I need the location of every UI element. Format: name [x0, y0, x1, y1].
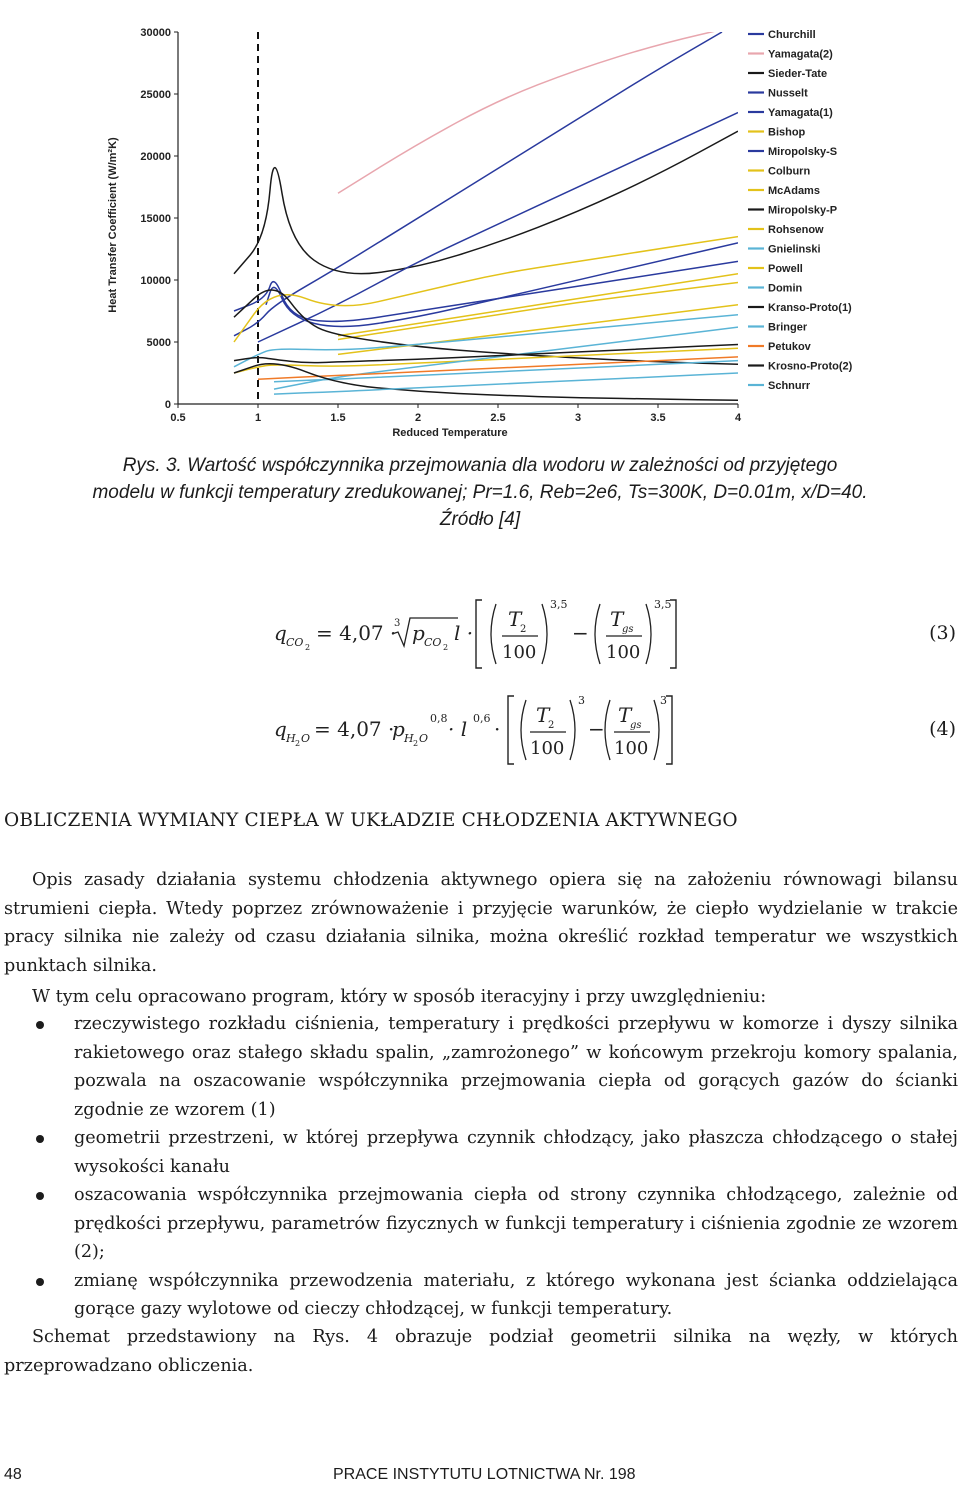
legend-label: Churchill	[768, 29, 816, 41]
journal-title: PRACE INSTYTUTU LOTNICTWA Nr. 198	[333, 1466, 636, 1483]
bullet-text: rzeczywistego rozkładu ciśnienia, temperatury i prędkości przepływu w komorze i dyszy silnika rakietowego oraz stałego składu spalin, „zamrożonego” w końcowym przekroju komory spalania, pozwala na oszacowanie współczynnika przejmowania ciepła od gorących gazów do ścianki zgodnie ze wzorem (1)	[74, 1014, 958, 1120]
y-tick-label: 5000	[146, 337, 171, 349]
legend-label: Rohsenow	[768, 224, 824, 236]
eq3-paren-2-right	[646, 604, 651, 664]
legend-label: McAdams	[768, 185, 820, 197]
bullet-item	[4, 1124, 958, 1181]
eq4-tgs-sub: gs	[630, 720, 642, 731]
eq4-minus: −	[588, 717, 605, 741]
eq4-lhs-sub: H	[286, 732, 296, 745]
legend-label: Schnurr	[768, 380, 811, 392]
eq3-l: l ·	[454, 621, 474, 645]
y-tick-label: 0	[164, 399, 171, 411]
bullet-icon	[36, 1021, 44, 1029]
x-tick-label: 3	[574, 412, 582, 424]
eq4-paren-1-right	[570, 700, 575, 760]
eq4-den-1: 100	[530, 738, 565, 759]
section-heading: OBLICZENIA WYMIANY CIEPŁA W UKŁADZIE CHŁODZENIA AKTYWNEGO	[4, 810, 738, 831]
eq3-lhs-sub: CO	[286, 636, 304, 649]
eq4-p-sub: H	[404, 732, 414, 745]
caption-line-3: Źródło [4]	[439, 509, 521, 530]
equation-3	[270, 594, 690, 674]
paragraph-3: Schemat przedstawiony na Rys. 4 obrazuje podział geometrii silnika na węzły, w których przeprowadzano obliczenia.	[4, 1327, 958, 1376]
legend-label: Sieder-Tate	[768, 68, 828, 80]
y-tick-label: 10000	[140, 275, 171, 287]
eq3-p-sub: CO	[424, 636, 442, 649]
x-axis-label: Reduced Temperature	[392, 427, 508, 439]
y-tick-label: 20000	[140, 151, 171, 163]
legend-label: Miropolsky-P	[768, 204, 838, 217]
eq3-tgs: T	[610, 607, 624, 631]
eq3-p-sub2: 2	[443, 643, 449, 652]
page-number: 48	[4, 1466, 22, 1483]
eq4-lhs-sub2: 2	[295, 739, 301, 748]
equation-4-svg	[270, 690, 690, 770]
eq3-paren-1-left	[491, 604, 496, 664]
bullet-icon	[36, 1135, 44, 1143]
eq3-t2: T	[508, 607, 522, 631]
eq3-tgs-sub: gs	[622, 624, 634, 635]
eq4-den-2: 100	[614, 738, 649, 759]
equation-4-number: (4)	[929, 718, 956, 740]
eq3-root-index: 3	[394, 618, 401, 629]
caption-line-1: Rys. 3. Wartość współczynnika przejmowania dla wodoru w zależności od przyjętego	[122, 455, 838, 476]
bullet-text: oszacowania współczynnika przejmowania ciepła od strony czynnika chłodzącego, zależnie od prędkości przepływu, parametrów fizycznych w funkcji temperatury i ciśnienia zgodnie ze wzorem (2);	[74, 1185, 958, 1262]
paragraph-2: W tym celu opracowano program, który w sposób iteracyjny i przy uwzględnieniu:	[32, 987, 767, 1007]
eq4-dot: ·	[494, 717, 501, 741]
y-axis-label: Heat Transfer Coefficient (W/m²K)	[107, 137, 119, 313]
legend-label: Yamagata(2)	[768, 48, 833, 61]
x-tick-label: 2.5	[490, 412, 506, 424]
legend-label: Miropolsky-S	[768, 146, 838, 158]
x-tick-label: 2	[414, 412, 422, 424]
eq4-paren-2-left	[605, 700, 610, 760]
y-tick-label: 15000	[140, 213, 171, 225]
eq4-t2: T	[536, 703, 550, 727]
legend-label: Domin	[768, 282, 803, 295]
eq4-p-exp: 0,8	[430, 712, 448, 725]
eq4-paren-2-right	[654, 700, 659, 760]
legend-label: Petukov	[768, 341, 811, 353]
legend-label: Krosno-Proto(2)	[768, 360, 853, 373]
eq4-coef: = 4,07 ·	[314, 717, 395, 741]
eq3-exp-1: 3,5	[550, 598, 568, 611]
eq3-paren-2-left	[595, 604, 600, 664]
x-tick-label: 4	[734, 412, 742, 424]
paragraph-1: Opis zasady działania systemu chłodzenia aktywnego opiera się na założeniu równowagi bilansu strumieni ciepła. Wtedy poprzez zrównoważenie i przyjęcie warunków, że ciepło wydzielanie w trakcie pracy silnika nie zależy od czasu działania silnika, można określić rozkład temperatur we wszystkich punktach silnika.	[4, 870, 958, 976]
eq3-minus: −	[572, 621, 589, 645]
eq3-paren-1-right	[542, 604, 547, 664]
heat-transfer-chart	[100, 12, 880, 442]
eq4-exp-1: 3	[578, 694, 585, 707]
eq4-paren-1-left	[521, 700, 526, 760]
eq3-lhs: q	[274, 621, 287, 645]
bullet-item	[4, 1010, 958, 1124]
eq4-p: p	[392, 717, 405, 741]
bullet-icon	[36, 1278, 44, 1286]
caption-line-2: modelu w funkcji temperatury zredukowanej; Pr=1.6, Reb=2e6, Ts=300K, D=0.01m, x/D=40.	[92, 482, 868, 503]
eq4-t2-sub: 2	[548, 720, 555, 731]
eq4-bracket-left	[508, 696, 514, 764]
legend-label: Yamagata(1)	[768, 107, 833, 119]
x-tick-label: 0.5	[170, 412, 186, 424]
legend-label: Gnielinski	[768, 243, 821, 256]
chart-legend	[748, 29, 853, 392]
bullet-text: geometrii przestrzeni, w której przepływa czynnik chłodzący, jako płaszcza chłodzącego o stałej wysokości kanału	[74, 1128, 958, 1177]
bullet-icon	[36, 1192, 44, 1200]
eq4-l: · l	[448, 717, 468, 741]
legend-label: Bringer	[768, 321, 808, 334]
legend-label: Kranso-Proto(1)	[768, 302, 852, 314]
legend-label: Nusselt	[768, 87, 808, 100]
legend-label: Powell	[768, 263, 803, 275]
eq4-exp-2: 3	[660, 694, 667, 707]
eq3-p: p	[412, 621, 425, 645]
legend-label: Bishop	[768, 126, 806, 139]
y-tick-label: 25000	[140, 89, 171, 101]
equation-4	[270, 690, 690, 770]
x-tick-label: 3.5	[650, 412, 666, 424]
y-tick-label: 30000	[140, 27, 171, 39]
figure-caption	[20, 452, 940, 533]
eq3-den-1: 100	[502, 642, 537, 663]
bullet-list	[4, 1010, 958, 1324]
bullet-text: zmianę współczynnika przewodzenia materiału, z którego wykonana jest ścianka oddzielająca gorące gazy wylotowe od cieczy chłodzącej, w funkcji temperatury.	[74, 1270, 958, 1319]
bullet-item	[4, 1267, 958, 1324]
eq3-den-2: 100	[606, 642, 641, 663]
eq3-bracket-left	[476, 600, 482, 668]
eq3-t2-sub: 2	[520, 624, 527, 635]
eq4-lhs: q	[274, 717, 287, 741]
bullet-item	[4, 1181, 958, 1267]
x-tick-label: 1	[254, 412, 262, 424]
legend-label: Colburn	[768, 165, 811, 178]
eq3-lhs-sub2: 2	[305, 643, 311, 652]
chart-svg	[100, 12, 880, 442]
equation-3-number: (3)	[929, 622, 956, 644]
eq4-tgs: T	[618, 703, 632, 727]
x-tick-label: 1.5	[330, 412, 346, 424]
eq3-coef: = 4,07 ·	[316, 621, 397, 645]
equation-3-svg	[270, 594, 690, 674]
eq4-p-sub3: O	[419, 732, 429, 745]
eq3-exp-2: 3,5	[654, 598, 672, 611]
eq4-l-exp: 0,6	[473, 712, 491, 725]
eq4-lhs-sub3: O	[301, 732, 311, 745]
eq4-p-sub2: 2	[413, 739, 419, 748]
